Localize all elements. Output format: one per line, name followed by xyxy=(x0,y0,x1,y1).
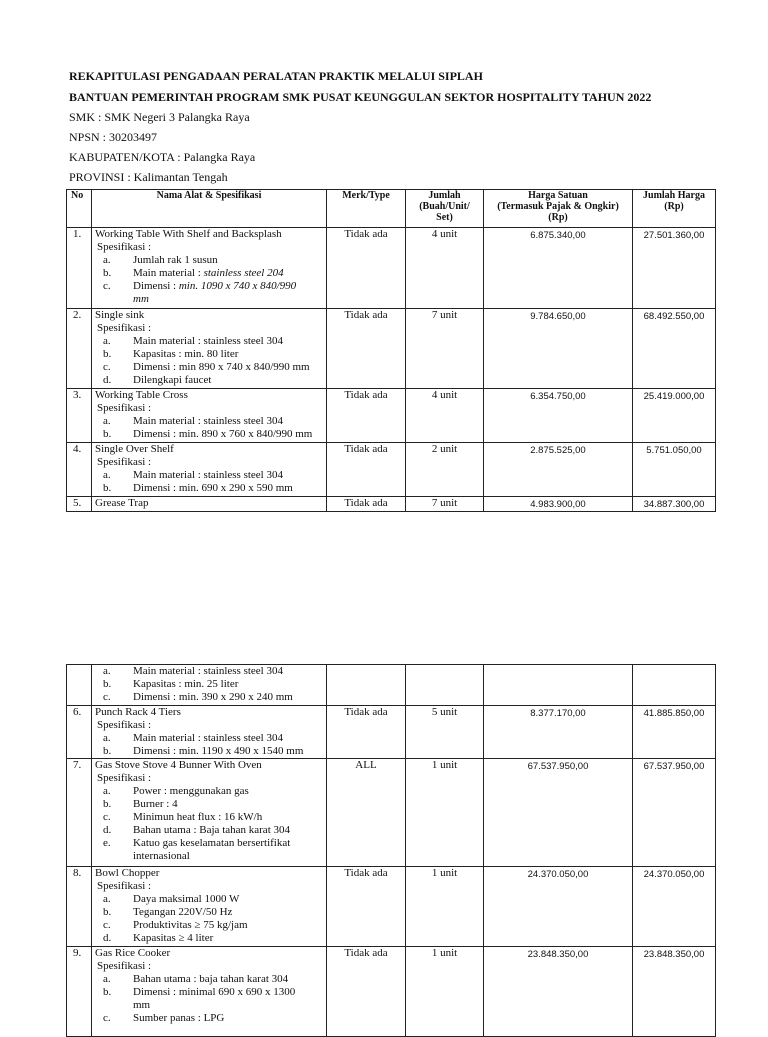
spec-item xyxy=(97,361,326,374)
item-name: Punch Rack 4 Tiers xyxy=(95,706,181,718)
spec-text-main: Main material : xyxy=(133,267,204,279)
spec-text xyxy=(117,267,326,280)
spec-text-main: Jumlah rak 1 susun xyxy=(133,254,218,266)
spec-text xyxy=(117,482,326,495)
provinsi: PROVINSI : Kalimantan Tengah xyxy=(69,170,228,184)
header-jumlah-l1: Jumlah xyxy=(428,190,461,201)
spec-list xyxy=(95,335,326,387)
spec-marker: b. xyxy=(103,482,112,494)
total-price: 27.501.360,00 xyxy=(633,228,716,309)
spec-text-main: Dimensi : xyxy=(133,280,179,292)
spec-item xyxy=(97,906,326,919)
header-harga-l3: (Rp) xyxy=(548,212,568,223)
spec-item xyxy=(97,919,326,932)
spec-text-main: Kapasitas : min. 25 liter xyxy=(133,678,239,690)
item-name: Working Table Cross xyxy=(95,389,188,401)
spec-item xyxy=(97,469,326,482)
spec-item xyxy=(97,415,326,428)
spec-item xyxy=(97,785,326,798)
header-merk: Merk/Type xyxy=(327,190,406,228)
spec-marker: a. xyxy=(103,732,111,744)
spec-list xyxy=(95,893,326,945)
spec-text xyxy=(117,665,326,678)
spec-text-main: Dimensi : min. 690 x 290 x 590 mm xyxy=(133,482,293,494)
spec-text-main: Dimensi : min. 890 x 760 x 840/990 mm xyxy=(133,428,313,440)
merk-type: Tidak ada xyxy=(327,309,406,389)
table-row xyxy=(67,867,716,947)
row-number: 4. xyxy=(67,443,92,497)
item-name-cell xyxy=(92,228,327,309)
spec-text xyxy=(117,280,326,306)
spec-item xyxy=(97,732,326,745)
merk-type: Tidak ada xyxy=(327,228,406,309)
spec-marker: a. xyxy=(103,335,111,347)
total-price: 34.887.300,00 xyxy=(633,497,716,512)
row-number: 1. xyxy=(67,228,92,309)
spec-text xyxy=(117,428,326,441)
spec-marker: d. xyxy=(103,932,112,944)
spec-text xyxy=(117,691,326,704)
spec-item xyxy=(97,428,326,441)
spec-marker: a. xyxy=(103,665,111,677)
spec-text xyxy=(117,361,326,374)
spec-item xyxy=(97,665,326,678)
spec-item xyxy=(97,374,326,387)
table-header-row xyxy=(67,190,716,228)
quantity: 5 unit xyxy=(406,706,484,759)
header-no: No xyxy=(67,190,92,228)
spec-text-main: Kapasitas ≥ 4 liter xyxy=(133,932,214,944)
quantity: 4 unit xyxy=(406,228,484,309)
spec-list xyxy=(95,785,326,863)
item-name-cell xyxy=(92,497,327,512)
equipment-table-part-2 xyxy=(66,664,716,1037)
unit-price: 23.848.350,00 xyxy=(484,947,633,1037)
spec-text-cont: mm xyxy=(133,999,151,1011)
kabupaten-kota: KABUPATEN/KOTA : Palangka Raya xyxy=(69,150,256,164)
spec-item xyxy=(97,1012,326,1025)
spec-marker: c. xyxy=(103,1012,111,1024)
spec-marker: a. xyxy=(103,893,111,905)
table-row xyxy=(67,389,716,443)
spec-text-main: Sumber panas : LPG xyxy=(133,1012,225,1024)
spec-label: Spesifikasi : xyxy=(97,322,152,334)
header-jumlah-harga xyxy=(633,190,716,228)
spec-text-main: Main material : stainless steel 304 xyxy=(133,665,283,677)
spec-text-main: Produktivitas ≥ 75 kg/jam xyxy=(133,919,248,931)
spec-marker: b. xyxy=(103,798,112,810)
table-row xyxy=(67,228,716,309)
table-row xyxy=(67,759,716,867)
spec-text xyxy=(117,415,326,428)
spec-list xyxy=(95,469,326,495)
spec-marker: b. xyxy=(103,906,112,918)
spec-text-main: Main material : stainless steel 304 xyxy=(133,732,283,744)
table-row xyxy=(67,947,716,1037)
spec-text xyxy=(117,837,326,863)
spec-text xyxy=(117,824,326,837)
spec-text-main: Main material : stainless steel 304 xyxy=(133,469,283,481)
header-harga-l1: Harga Satuan xyxy=(528,190,588,201)
spec-marker: a. xyxy=(103,973,111,985)
item-name-cell xyxy=(92,867,327,947)
spec-marker: d. xyxy=(103,374,112,386)
spec-text-main: Main material : stainless steel 304 xyxy=(133,335,283,347)
spec-text xyxy=(117,893,326,906)
spec-list xyxy=(95,973,326,1025)
unit-price: 6.354.750,00 xyxy=(484,389,633,443)
item-name-cell xyxy=(92,706,327,759)
spec-item xyxy=(97,986,326,1012)
spec-text xyxy=(117,745,326,758)
school-name: SMK : SMK Negeri 3 Palangka Raya xyxy=(69,110,250,124)
spec-marker: b. xyxy=(103,348,112,360)
spec-item xyxy=(97,678,326,691)
spec-text-main: Minimun heat flux : 16 kW/h xyxy=(133,811,263,823)
item-name-cell xyxy=(92,389,327,443)
quantity: 4 unit xyxy=(406,389,484,443)
spec-text-main: Main material : stainless steel 304 xyxy=(133,415,283,427)
row-number: 5. xyxy=(67,497,92,512)
spec-text-main: Dimensi : min. 1190 x 490 x 1540 mm xyxy=(133,745,304,757)
quantity: 7 unit xyxy=(406,309,484,389)
spec-text-italic: min. 1090 x 740 x 840/990 xyxy=(178,280,297,292)
table-row xyxy=(67,497,716,512)
table-row-continued xyxy=(67,665,716,706)
empty-cell xyxy=(633,665,716,706)
header-harga-l2: (Termasuk Pajak & Ongkir) xyxy=(497,201,619,212)
spec-label: Spesifikasi : xyxy=(97,456,152,468)
empty-cell xyxy=(406,665,484,706)
spec-text xyxy=(117,798,326,811)
spec-list xyxy=(95,415,326,441)
spec-item xyxy=(97,973,326,986)
equipment-table-part-1 xyxy=(66,189,716,512)
spec-marker: e. xyxy=(103,837,111,849)
header-total-l1: Jumlah Harga xyxy=(643,190,705,201)
spec-marker: a. xyxy=(103,254,111,266)
merk-type: Tidak ada xyxy=(327,389,406,443)
item-name: Grease Trap xyxy=(95,497,149,509)
header-harga-satuan xyxy=(484,190,633,228)
row-number: 7. xyxy=(67,759,92,867)
quantity: 1 unit xyxy=(406,759,484,867)
spec-text-italic: stainless steel 204 xyxy=(203,267,284,279)
total-price: 25.419.000,00 xyxy=(633,389,716,443)
spec-text xyxy=(117,348,326,361)
spec-text-main: Dilengkapi faucet xyxy=(133,374,212,386)
spec-text-main: Daya maksimal 1000 W xyxy=(133,893,240,905)
spec-item xyxy=(97,348,326,361)
spec-text xyxy=(117,1012,326,1025)
total-price: 5.751.050,00 xyxy=(633,443,716,497)
item-name: Gas Rice Cooker xyxy=(95,947,171,959)
merk-type: Tidak ada xyxy=(327,497,406,512)
header-jumlah-l3: Set) xyxy=(436,212,453,223)
spec-text-main: Bahan utama : baja tahan karat 304 xyxy=(133,973,289,985)
merk-type: Tidak ada xyxy=(327,947,406,1037)
spec-text-cont: internasional xyxy=(133,850,190,862)
table-row xyxy=(67,706,716,759)
total-price: 24.370.050,00 xyxy=(633,867,716,947)
table-row xyxy=(67,309,716,389)
spec-list xyxy=(95,254,326,306)
spec-label: Spesifikasi : xyxy=(97,719,152,731)
spec-item xyxy=(97,691,326,704)
spec-item xyxy=(97,932,326,945)
spec-marker: c. xyxy=(103,361,111,373)
spec-marker: a. xyxy=(103,469,111,481)
row-number: 2. xyxy=(67,309,92,389)
spec-text xyxy=(117,906,326,919)
item-name-cell xyxy=(92,759,327,867)
spec-marker: c. xyxy=(103,280,111,292)
spec-text-main: Burner : 4 xyxy=(133,798,178,810)
empty-cell xyxy=(327,665,406,706)
item-name-cell xyxy=(92,665,327,706)
spec-text xyxy=(117,678,326,691)
total-price: 41.885.850,00 xyxy=(633,706,716,759)
spec-marker: b. xyxy=(103,267,112,279)
spec-item xyxy=(97,893,326,906)
unit-price: 67.537.950,00 xyxy=(484,759,633,867)
spec-item xyxy=(97,335,326,348)
spec-item xyxy=(97,482,326,495)
item-name: Single Over Shelf xyxy=(95,443,174,455)
total-price: 68.492.550,00 xyxy=(633,309,716,389)
merk-type: Tidak ada xyxy=(327,443,406,497)
quantity: 1 unit xyxy=(406,947,484,1037)
item-name-cell xyxy=(92,309,327,389)
npsn: NPSN : 30203497 xyxy=(69,130,158,144)
spec-text xyxy=(117,469,326,482)
table-row xyxy=(67,443,716,497)
spec-label: Spesifikasi : xyxy=(97,960,152,972)
spec-text-main: Dimensi : minimal 690 x 690 x 1300 xyxy=(133,986,296,998)
spec-item xyxy=(97,811,326,824)
item-name: Gas Stove Stove 4 Bunner With Oven xyxy=(95,759,262,771)
spec-text xyxy=(117,811,326,824)
spec-marker: c. xyxy=(103,919,111,931)
unit-price: 4.983.900,00 xyxy=(484,497,633,512)
spec-text-main: Katuo gas keselamatan bersertifikat xyxy=(133,837,291,849)
spec-text-cont: mm xyxy=(133,293,149,305)
row-number xyxy=(67,665,92,706)
spec-text-main: Dimensi : min. 390 x 290 x 240 mm xyxy=(133,691,293,703)
spec-marker: d. xyxy=(103,824,112,836)
spec-text-main: Power : menggunakan gas xyxy=(133,785,249,797)
item-name-cell xyxy=(92,947,327,1037)
item-name: Single sink xyxy=(95,309,145,321)
spec-text xyxy=(117,335,326,348)
total-price: 67.537.950,00 xyxy=(633,759,716,867)
quantity: 2 unit xyxy=(406,443,484,497)
unit-price: 8.377.170,00 xyxy=(484,706,633,759)
spec-marker: a. xyxy=(103,785,111,797)
unit-price: 2.875.525,00 xyxy=(484,443,633,497)
spec-text xyxy=(117,254,326,267)
row-number: 6. xyxy=(67,706,92,759)
item-name: Bowl Chopper xyxy=(95,867,160,879)
header-total-l2: (Rp) xyxy=(664,201,684,212)
spec-marker: a. xyxy=(103,415,111,427)
merk-type: Tidak ada xyxy=(327,867,406,947)
spec-item xyxy=(97,745,326,758)
quantity: 7 unit xyxy=(406,497,484,512)
spec-label: Spesifikasi : xyxy=(97,402,152,414)
spec-text xyxy=(117,973,326,986)
spec-item xyxy=(97,837,326,863)
spec-marker: b. xyxy=(103,428,112,440)
spec-text-main: Dimensi : min 890 x 740 x 840/990 mm xyxy=(133,361,310,373)
spec-marker: c. xyxy=(103,811,111,823)
title-line-2: BANTUAN PEMERINTAH PROGRAM SMK PUSAT KEUNGGULAN SEKTOR HOSPITALITY TAHUN 2022 xyxy=(69,90,652,104)
merk-type: ALL xyxy=(327,759,406,867)
spec-marker: b. xyxy=(103,745,112,757)
quantity: 1 unit xyxy=(406,867,484,947)
spec-list xyxy=(95,665,326,704)
row-number: 9. xyxy=(67,947,92,1037)
spec-text xyxy=(117,785,326,798)
spec-text xyxy=(117,732,326,745)
unit-price: 6.875.340,00 xyxy=(484,228,633,309)
title-line-1: REKAPITULASI PENGADAAN PERALATAN PRAKTIK MELALUI SIPLAH xyxy=(69,69,483,83)
item-name: Working Table With Shelf and Backsplash xyxy=(95,228,282,240)
empty-cell xyxy=(484,665,633,706)
spec-text-main: Bahan utama : Baja tahan karat 304 xyxy=(133,824,290,836)
item-name-cell xyxy=(92,443,327,497)
unit-price: 24.370.050,00 xyxy=(484,867,633,947)
spec-item xyxy=(97,267,326,280)
spec-label: Spesifikasi : xyxy=(97,880,152,892)
spec-label: Spesifikasi : xyxy=(97,241,152,253)
spec-item xyxy=(97,798,326,811)
spec-text xyxy=(117,932,326,945)
header-jumlah-l2: (Buah/Unit/ xyxy=(419,201,470,212)
spec-item xyxy=(97,280,326,306)
merk-type: Tidak ada xyxy=(327,706,406,759)
spec-text xyxy=(117,374,326,387)
spec-marker: b. xyxy=(103,678,112,690)
unit-price: 9.784.650,00 xyxy=(484,309,633,389)
spec-label: Spesifikasi : xyxy=(97,772,152,784)
header-nama: Nama Alat & Spesifikasi xyxy=(92,190,327,228)
total-price: 23.848.350,00 xyxy=(633,947,716,1037)
spec-marker: b. xyxy=(103,986,112,998)
spec-item xyxy=(97,254,326,267)
spec-text xyxy=(117,919,326,932)
row-number: 8. xyxy=(67,867,92,947)
spec-text-main: Tegangan 220V/50 Hz xyxy=(133,906,233,918)
spec-text-main: Kapasitas : min. 80 liter xyxy=(133,348,239,360)
spec-marker: c. xyxy=(103,691,111,703)
spec-item xyxy=(97,824,326,837)
header-jumlah xyxy=(406,190,484,228)
spec-text xyxy=(117,986,326,1012)
row-number: 3. xyxy=(67,389,92,443)
spec-list xyxy=(95,732,326,758)
